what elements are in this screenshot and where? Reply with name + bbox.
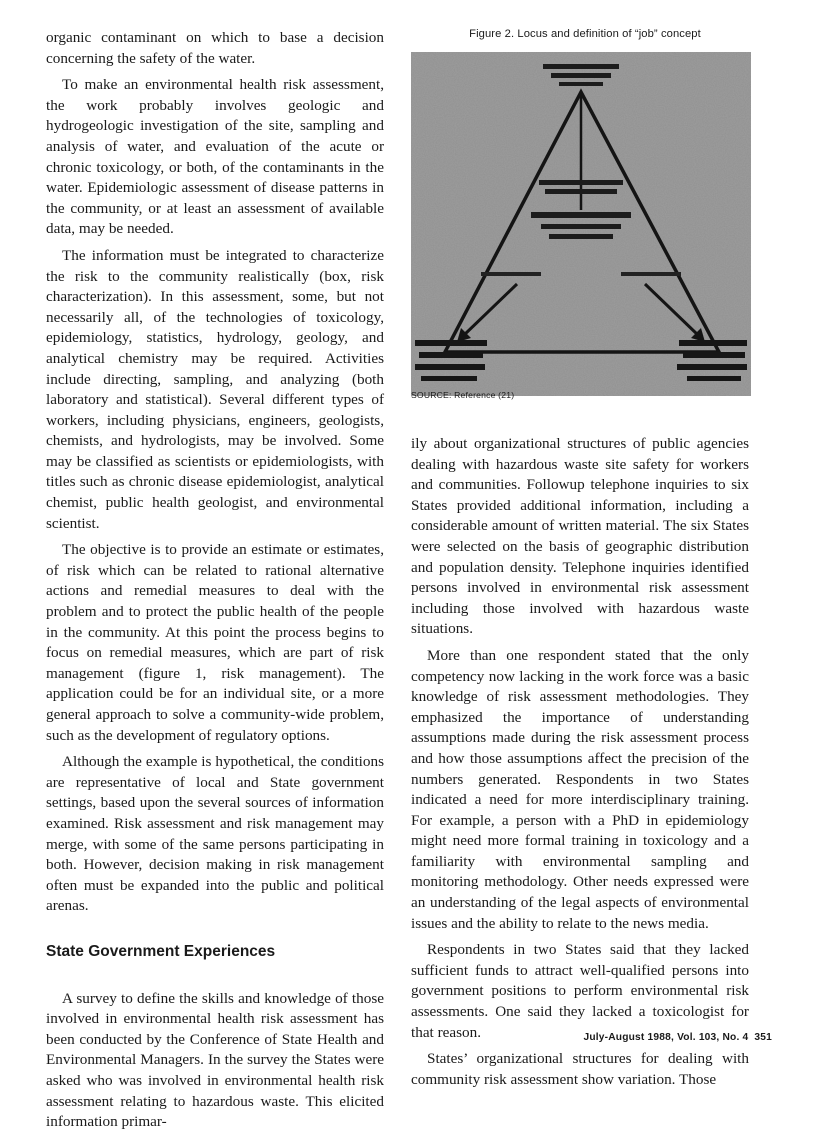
paragraph: The objective is to provide an estimate or estimates, of risk which can be related to rational alternative actions and remedial measures to deal with the problem and to protect the public health of the people in the community. At this point the process begins to focus on remedial measures, which are part of risk management (figure 1, risk management). The application could be for an individual site, or a more general approach to solve a community-wide problem, such as the development of regulatory options. — [46, 541, 384, 744]
paragraph: To make an environmental health risk assessment, the work probably involves geologic and hydrogeologic investigation of the site, sampling and analysis of water, and evaluation of the acute or chronic toxicology, or both, of the contaminants in the water. Epidemiologic assessment of disease patterns in the community, or at least an assessment of available data, may be needed. — [46, 76, 384, 238]
section-heading: State Government Experiences — [46, 942, 276, 960]
paragraph: ily about organizational structures of public agencies dealing with hazardous waste site safety for workers and communities. Followup telephone inquiries to six States provided additional information, including a considerable amount of written material. The six States were selected on the basis of geographic distribution and population density. Telephone inquiries identified persons involved in environmental risk assessment including those involved with hazardous waste situations. — [411, 435, 749, 638]
page-footer — [583, 1032, 772, 1043]
paragraph: Although the example is hypothetical, the conditions are representative of local and State government settings, based upon the several sources of information examined. Risk assessment and risk management may merge, with some of the same persons participating in both. However, decision making in risk management often must be expanded into the public and political arenas. — [46, 753, 384, 915]
paragraph: States’ organizational structures for dealing with community risk assessment show variation. Those — [411, 1050, 749, 1088]
paragraph: organic contaminant on which to base a decision concerning the safety of the water. — [46, 29, 384, 67]
paragraph: More than one respondent stated that the only competency now lacking in the work force was a basic knowledge of risk assessment methodologies. They emphasized the importance of understanding assumptions made during the risk assessment process and how those assumptions affect the precision of the numbers generated. Respondents in two States indicated a need for more interdisciplinary training. For example, a person with a PhD in epidemiology might need more formal training in toxicology and a familiarity with environmental sampling and monitoring methodology. Other needs expressed were an understanding of the legal aspects of environmental issues and the ability to relate to the news media. — [411, 646, 749, 932]
figure-2 — [411, 28, 751, 400]
paragraph: The information must be integrated to characterize the risk to the community realistically (box, risk characterization). In this assessment, some, but not necessarily all, of the technologies of toxicology, epidemiology, statistics, hydrology, geology, and analytical chemistry may be required. Activities include directing, sampling, and analyzing (both laboratory and statistical). Several different types of workers, including physicians, engineers, geologists, chemists, and hydrologists, may be involved. Some may be classified as scientists or epidemiologists, with titles such as chronic disease epidemiologist, analytical chemist, public health geologist, and environmental scientist. — [46, 246, 384, 532]
left-column — [46, 28, 384, 1139]
page-number: 351 — [754, 1032, 772, 1043]
paragraph: A survey to define the skills and knowledge of those involved in environmental health risk assessment has been conducted by the Conference of State Health and Environmental Managers. In the survey the States were asked who was involved in environmental health risk assessment relating to hazardous waste. This elicited information primar- — [46, 989, 384, 1131]
journal-issue: July-August 1988, Vol. 103, No. 4 — [583, 1032, 749, 1043]
figure-caption: Figure 2. Locus and definition of “job” concept — [469, 28, 701, 40]
paragraph: Respondents in two States said that they lacked sufficient funds to attract well-qualified persons into government positions to perform environmental risk assessments. One said they lacked a toxicologist for that reason. — [411, 941, 749, 1041]
figure-source: SOURCE: Reference (21) — [411, 390, 515, 400]
figure-image — [411, 52, 751, 396]
right-column — [411, 434, 749, 1096]
